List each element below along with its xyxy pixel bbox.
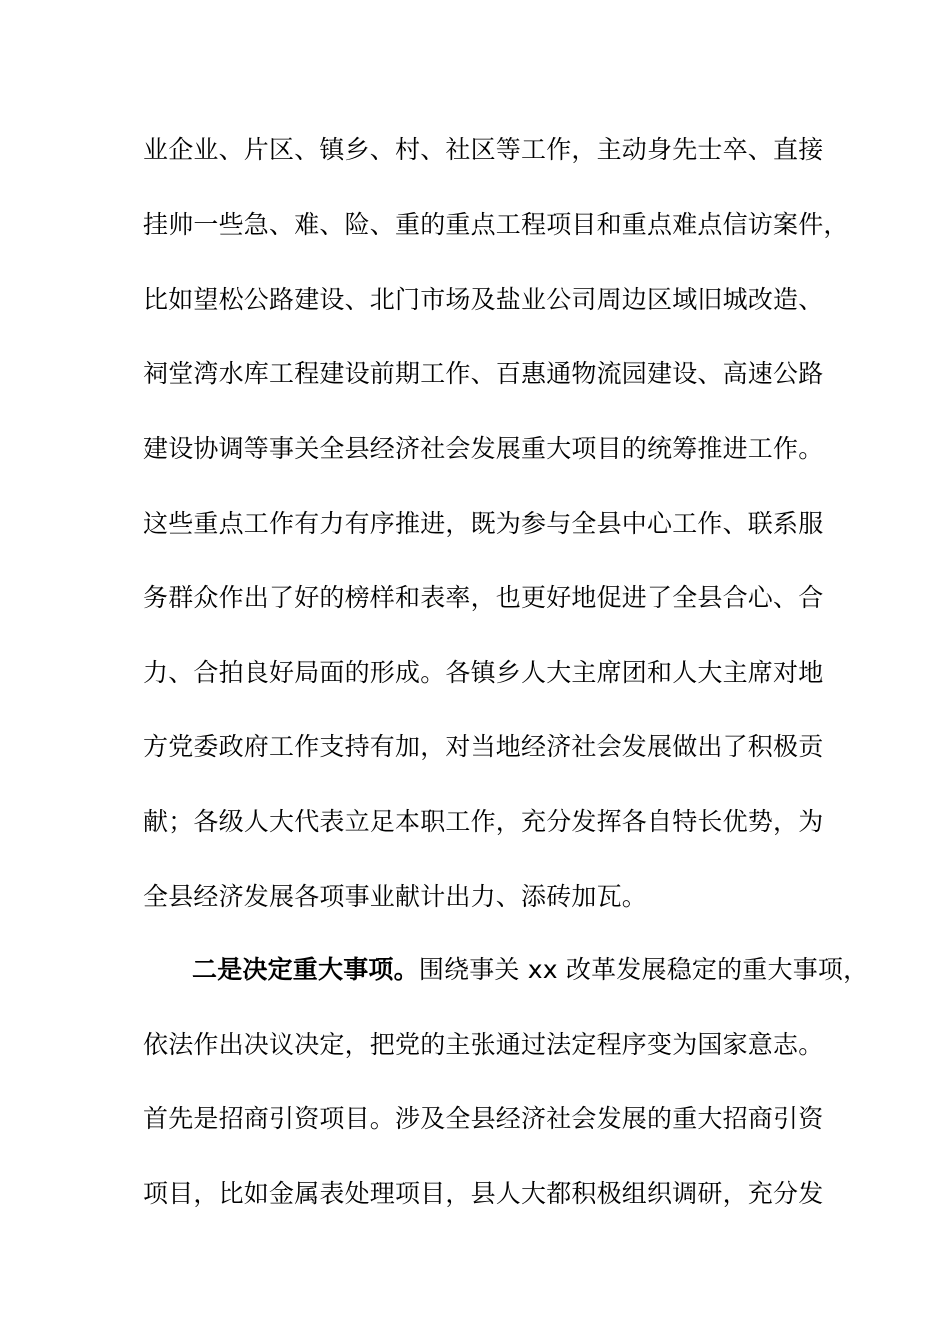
body-text-line: 这些重点工作有力有序推进，既为参与全县中心工作、联系服 [143, 509, 824, 538]
paragraph-first-line [192, 953, 882, 987]
body-text-line: 比如望松公路建设、北门市场及盐业公司周边区域旧城改造、 [143, 285, 824, 314]
body-text-line: 祠堂湾水库工程建设前期工作、百惠通物流园建设、高速公路 [143, 359, 824, 388]
body-text-line: 依法作出决议决定，把党的主张通过法定程序变为国家意志。 [143, 1030, 824, 1059]
body-text-line: 业企业、片区、镇乡、村、社区等工作，主动身先士卒、直接 [143, 135, 824, 164]
paragraph-text: 围绕事关 xx 改革发展稳定的重大事项， [418, 955, 869, 984]
body-text-line: 献；各级人大代表立足本职工作，充分发挥各自特长优势，为 [143, 807, 824, 836]
body-text-line: 建设协调等事关全县经济社会发展重大项目的统筹推进工作。 [143, 434, 824, 463]
body-text-line: 项目，比如金属表处理项目，县人大都积极组织调研，充分发 [143, 1179, 824, 1208]
paragraph-heading: 二是决定重大事项。 [192, 955, 419, 984]
body-text-line: 方党委政府工作支持有加，对当地经济社会发展做出了积极贡 [143, 732, 824, 761]
body-text-line: 首先是招商引资项目。涉及全县经济社会发展的重大招商引资 [143, 1104, 824, 1133]
body-text-line: 力、合拍良好局面的形成。各镇乡人大主席团和人大主席对地 [143, 658, 824, 687]
body-text-line: 全县经济发展各项事业献计出力、添砖加瓦。 [143, 882, 648, 911]
body-text-line: 挂帅一些急、难、险、重的重点工程项目和重点难点信访案件， [143, 210, 849, 239]
body-text-line: 务群众作出了好的榜样和表率，也更好地促进了全县合心、合 [143, 583, 824, 612]
